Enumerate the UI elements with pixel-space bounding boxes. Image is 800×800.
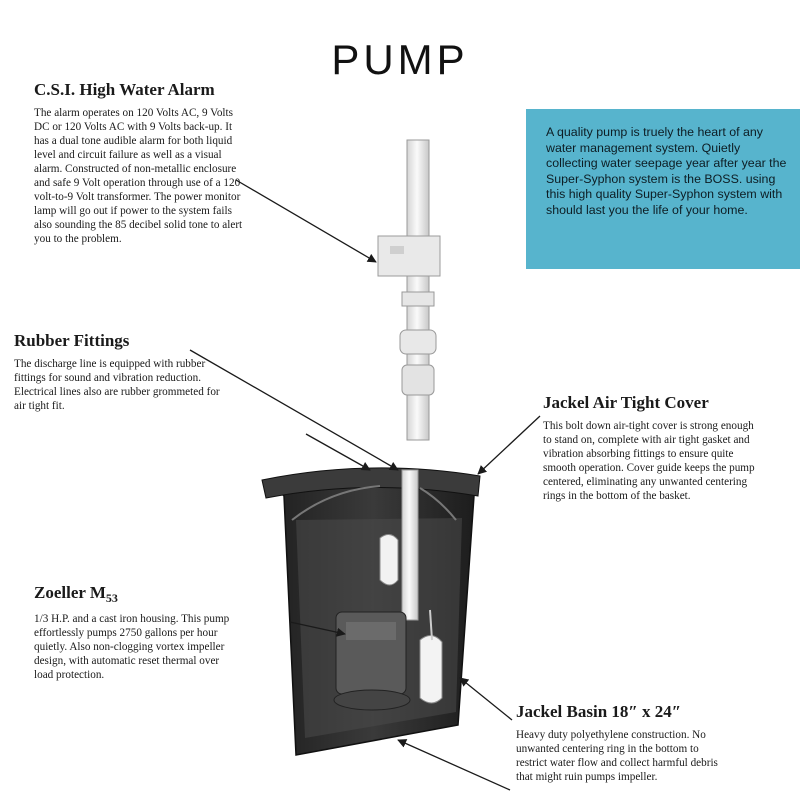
callout-alarm-body: The alarm operates on 120 Volts AC, 9 Volts DC or 120 Volts AC with 9 Volts back-up. It has a dual tone audible alarm for both liquid level and circuit failure as well as a visual alarm. Constructed of non-metallic enclosure and safe 9 Volt operation through use of a 120 volt-to-9 Volt transformer. The power monitor lamp will go out if power to the system fails also sounding the 85 decibel solid tone to alert you to the problem. xyxy=(34,107,243,245)
callout-fittings-heading: Rubber Fittings xyxy=(14,331,130,350)
callout-basin-body: Heavy duty polyethylene construction. No unwanted centering ring in the bottom to restrict water flow and collect harmful debris that might ruin pumps impeller. xyxy=(516,729,718,783)
callout-pump xyxy=(34,583,230,682)
callout-fittings-body: The discharge line is equipped with rubber fittings for sound and vibration reduction. Electrical lines also are rubber grommeted for air tight fit. xyxy=(14,358,220,412)
pipe-coupling-low xyxy=(402,365,434,395)
pipe-coupling-mid xyxy=(400,330,436,354)
leader-alarm xyxy=(236,180,376,262)
callout-basin xyxy=(516,702,726,784)
callout-pump-heading xyxy=(34,583,230,606)
leader-basin-a xyxy=(460,678,512,720)
info-box-text: A quality pump is truely the heart of any water management system. Quietly collecting water seepage year after year the Super-Syphon system is the BOSS. using this high quality Super-Syphon system with should last you the life of your home. xyxy=(546,125,787,217)
leader-fittings-b xyxy=(306,434,370,470)
callout-alarm xyxy=(34,80,244,246)
leader-cover xyxy=(478,416,540,474)
page-title: PUMP xyxy=(331,36,469,83)
callout-basin-heading: Jackel Basin 18″ x 24″ xyxy=(516,702,682,721)
callout-pump-heading-main: Zoeller M xyxy=(34,583,106,602)
float-switch xyxy=(380,534,398,585)
callout-cover-heading: Jackel Air Tight Cover xyxy=(543,393,709,412)
leader-basin-b xyxy=(398,740,510,790)
callout-fittings xyxy=(14,331,229,413)
callout-cover-body: This bolt down air-tight cover is strong enough to stand on, complete with air tight gasket and vibration absorbing fittings to ensure quite smooth operation. Cover guide keeps the pump centered, eliminating any unwanted centering rings in the bottom of the basket. xyxy=(543,420,755,502)
alarm-box xyxy=(378,236,440,276)
callout-pump-heading-sub: 53 xyxy=(105,591,118,605)
callout-pump-body: 1/3 H.P. and a cast iron housing. This pump effortlessly pumps 2750 gallons per hour quietly. Also non-clogging vortex impeller design, with automatic reset thermal over load protection. xyxy=(34,613,230,681)
callout-cover xyxy=(543,393,763,503)
callout-alarm-heading: C.S.I. High Water Alarm xyxy=(34,80,215,99)
pipe-coupling-top xyxy=(402,292,434,306)
alarm-float xyxy=(420,635,442,703)
